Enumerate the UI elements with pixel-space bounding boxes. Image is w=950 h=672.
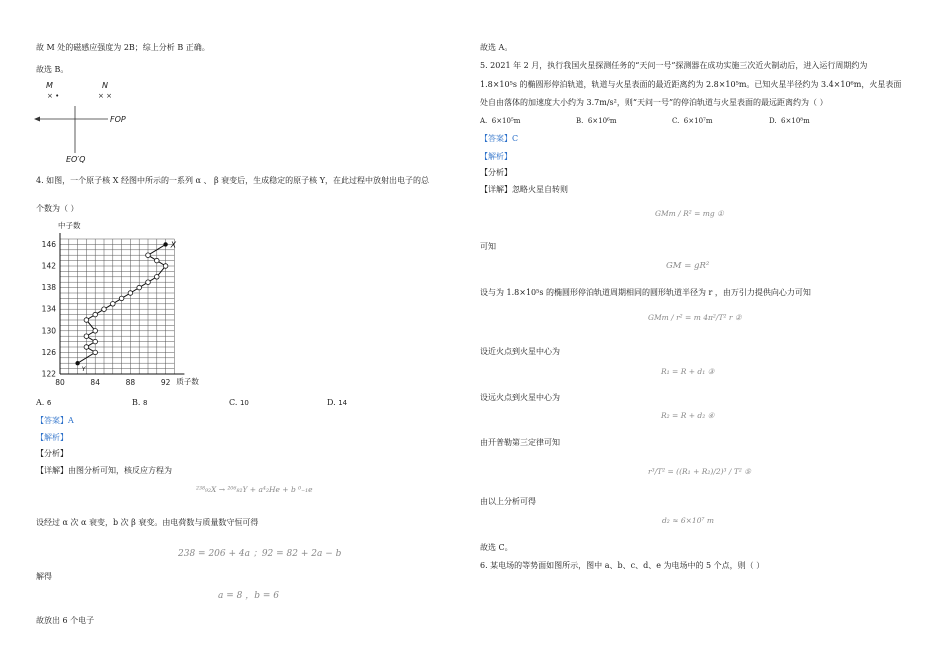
data-point	[93, 312, 98, 317]
fig-m-marks: × •	[47, 92, 60, 100]
fig-label-fop: FOP	[110, 115, 126, 124]
equation: ²³⁸₉₂X → ²⁰⁶₈₂Y + a⁴₂He + b ⁰₋₁e	[196, 485, 313, 494]
fig-label-eoq: EO′Q	[66, 155, 86, 164]
question-5: 5. 2021 年 2 月，执行我国火星探测任务的“天问一号”探测器在成功实施三次近火制动后，进入运行周期约为	[480, 61, 868, 70]
data-point	[164, 243, 168, 247]
data-point	[146, 253, 151, 258]
option-b: B. 6×10⁶m	[576, 117, 617, 125]
data-point	[93, 329, 98, 334]
equation: GMm / R² = mg ①	[655, 209, 724, 218]
data-point	[76, 361, 80, 365]
text-line: 由以上分析可得	[480, 497, 536, 506]
text-line: 故选 A。	[480, 43, 513, 52]
question-4-cont: 个数为（ ）	[36, 204, 79, 213]
answer-label: 【答案】A	[36, 416, 74, 425]
analysis-label: 【解析】	[36, 433, 68, 442]
fig-label-n: N	[102, 81, 108, 90]
point-label-x: X	[170, 240, 177, 250]
equation: a = 8 ，b = 6	[218, 591, 279, 601]
equation: d₂ ≈ 6×10⁷ m	[662, 516, 714, 525]
analysis-sub-label: 【分析】	[480, 168, 512, 177]
option-c: C. 6×10⁷m	[672, 117, 713, 125]
option-d: D. 14	[327, 398, 348, 407]
option-d: D. 6×10⁸m	[769, 117, 810, 125]
text-line: 设经过 α 次 α 衰变，b 次 β 衰变。由电荷数与质量数守恒可得	[36, 518, 259, 527]
data-point	[111, 302, 116, 307]
option-a: A. 6×10⁵m	[480, 117, 521, 125]
equation: r³/T² = ((R₁ + R₂)/2)³ / T² ⑤	[648, 467, 751, 476]
detail-text: 【详解】忽略火星自转则	[480, 185, 568, 194]
question-4: 4. 如图，一个原子核 X 经图中所示的一系列 α 、 β 衰变后，生成稳定的原子核 Y，在此过程中放射出电子的总	[36, 176, 429, 185]
y-tick-label: 126	[41, 347, 56, 357]
data-point	[119, 296, 124, 301]
field-figure	[30, 78, 140, 168]
y-tick-label: 142	[41, 261, 56, 271]
data-point	[93, 350, 98, 355]
y-tick-label: 134	[41, 304, 56, 314]
equation: 238 = 206 + 4a ；92 = 82 + 2a − b	[178, 549, 342, 559]
data-point	[155, 275, 160, 280]
y-tick-label: 130	[41, 326, 56, 336]
option-a: A. 6	[36, 398, 52, 407]
data-point	[128, 291, 133, 296]
answer-label: 【答案】C	[480, 134, 519, 143]
equation: R₂ = R + d₂ ④	[661, 411, 715, 420]
fig-label-m: M	[46, 81, 53, 90]
y-tick-label: 122	[41, 369, 56, 379]
x-tick-label: 92	[160, 378, 171, 387]
x-tick-label: 84	[90, 378, 100, 387]
data-point	[84, 318, 89, 323]
x-tick-label: 80	[55, 378, 65, 387]
x-axis-label: 质子数	[176, 377, 199, 386]
question-5-cont: 1.8×10⁵s 的椭圆形停泊轨道，轨道与火星表面的最近距离约为 2.8×10⁵m。已知火星半径约为 3.4×10⁶m，火星表面	[480, 80, 902, 89]
y-tick-label: 138	[41, 283, 56, 293]
point-label-y: Y	[81, 365, 86, 374]
option-c: C. 10	[229, 398, 249, 407]
text-line: 故选 B。	[36, 65, 69, 74]
text-line: 故选 C。	[480, 543, 513, 552]
option-b: B. 8	[132, 398, 148, 407]
data-point	[146, 280, 151, 285]
equation: R₁ = R + d₁ ③	[661, 367, 715, 376]
question-6: 6. 某电场的等势面如图所示，图中 a、b、c、d、e 为电场中的 5 个点，则（ ）	[480, 561, 765, 570]
text-line: 由开普勒第三定律可知	[480, 438, 560, 447]
text-line: 设远火点到火星中心为	[480, 393, 560, 402]
text-line: 故放出 6 个电子	[36, 616, 95, 625]
question-5-cont: 处自由落体的加速度大小约为 3.7m/s²，则“天问一号”的停泊轨道与火星表面的最远距离约为（ ）	[480, 98, 828, 107]
text-line: 设近火点到火星中心为	[480, 347, 560, 356]
data-point	[102, 307, 107, 312]
text-line: 解得	[36, 572, 52, 581]
analysis-label: 【解析】	[480, 152, 512, 161]
data-point	[84, 345, 89, 350]
data-point	[163, 264, 168, 269]
data-point	[137, 285, 142, 290]
analysis-sub-label: 【分析】	[36, 449, 68, 458]
text-line: 设与为 1.8×10⁵s 的椭圆形停泊轨道周期相同的圆形轨道半径为 r ，由万引力提供向心力可知	[480, 288, 811, 297]
equation: GMm / r² = m 4π²/T² r ②	[648, 313, 742, 322]
y-axis-label: 中子数	[58, 221, 81, 230]
equation: GM = gR²	[666, 261, 710, 271]
data-point	[93, 339, 98, 344]
y-tick-label: 146	[41, 239, 56, 249]
x-tick-label: 88	[125, 378, 136, 387]
text-line: 可知	[480, 242, 496, 251]
text-line: 故 M 处的磁感应强度为 2B；综上分析 B 正确。	[36, 43, 210, 52]
data-point	[84, 334, 89, 339]
detail-text: 【详解】由图分析可知，核反应方程为	[36, 466, 172, 475]
data-point	[155, 258, 160, 263]
fig-n-marks: × ×	[98, 92, 112, 100]
decay-chart	[30, 218, 199, 394]
